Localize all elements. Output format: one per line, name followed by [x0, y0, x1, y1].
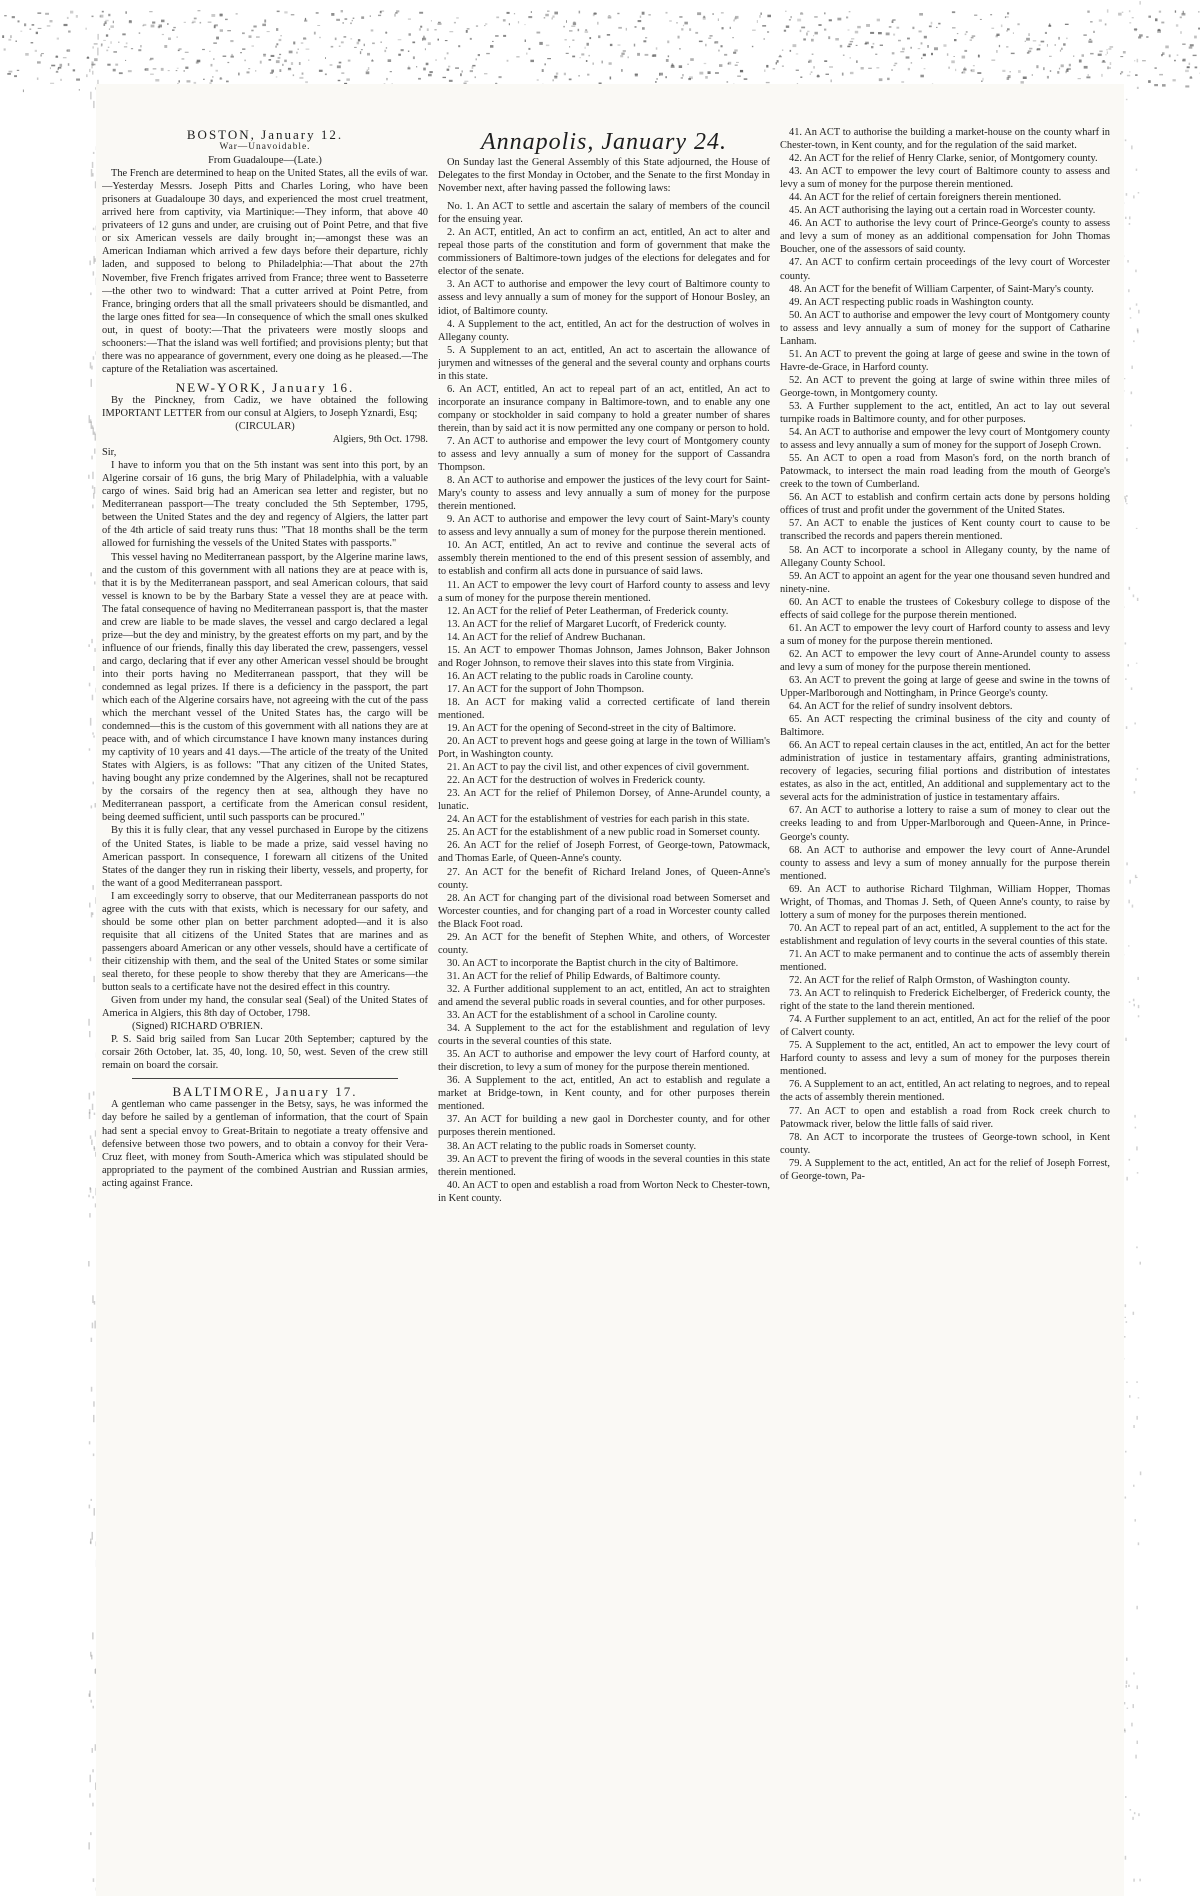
- act-item: 6. An ACT, entitled, An act to repeal part of an act, entitled, An act to incorporate an insurance company in Baltimore-town, and to enable any one company or stockholder in said company to hold a greater number of shares therein, than by said act it is now permitted any one company or person to hold.: [438, 383, 770, 434]
- act-item: 30. An ACT to incorporate the Baptist church in the city of Baltimore.: [447, 957, 739, 969]
- act-item: 62. An ACT to empower the levy court of Anne-Arundel county to assess and levy a sum of money for the purpose therein mentioned.: [780, 648, 1110, 673]
- newyork-dateline: NEW-YORK, January 16.: [175, 379, 355, 395]
- act-item: 41. An ACT to authorise the building a market-house on the county wharf in Chester-town, in Kent county, and for the regulation of the said market.: [780, 127, 1110, 152]
- act-item: 25. An ACT for the establishment of a new public road in Somerset county.: [447, 827, 760, 839]
- act-item: 36. A Supplement to the act, entitled, An act to establish and regulate a market at Bridge-town, in Kent county, and for other purposes therein mentioned.: [438, 1075, 770, 1113]
- acts-list-right: [780, 126, 1110, 1183]
- act-item: 13. An ACT for the relief of Margaret Lucorft, of Frederick county.: [447, 618, 727, 630]
- act-item: 15. An ACT to empower Thomas Johnson, James Johnson, Baker Johnson and Roger Johnson, to remove their slaves into this state from Virginia.: [438, 644, 770, 669]
- act-item: 65. An ACT respecting the criminal business of the city and county of Baltimore.: [780, 714, 1110, 739]
- baltimore-paragraph: A gentleman who came passenger in the Betsy, says, he was informed the day before he sailed by a gentleman of information, that the court of Spain had sent a special envoy to Great-Britain to negotiate a treaty offensive and defensive between those two powers, and to obtain a convoy for their Vera-Cruz fleet, with money from South-America which was stipulated should be appropriated to the payment of the combined Austrian and Russian armies, acting against France.: [102, 1099, 428, 1189]
- act-item: 37. An ACT for building a new gaol in Dorchester county, and for other purposes therein mentioned.: [438, 1114, 770, 1139]
- act-item: 31. An ACT for the relief of Philip Edwards, of Baltimore county.: [447, 970, 721, 982]
- boston-from-line: From Guadaloupe—(Late.): [208, 155, 322, 167]
- letter-paragraph: By this it is fully clear, that any vessel purchased in Europe by the citizens of the United States, is liable to be made a prize, said vessel having no American passport. In consequence, I forewarn all citizens of the United States of the danger they run in risking their liberty, vessels, and property, for the want of a good Mediterranean passport.: [102, 825, 428, 889]
- act-item: 64. An ACT for the relief of sundry insolvent debtors.: [789, 701, 1013, 713]
- act-item: 4. A Supplement to the act, entitled, An act for the destruction of wolves in Allegany county.: [438, 318, 770, 343]
- acts-list-middle: [438, 200, 770, 1205]
- act-item: 8. An ACT to authorise and empower the justices of the levy court for Saint-Mary's county to assess and levy annually a sum of money for the purpose therein mentioned.: [438, 475, 770, 513]
- act-item: 27. An ACT for the benefit of Richard Ireland Jones, of Queen-Anne's county.: [438, 866, 770, 891]
- act-item: 71. An ACT to make permanent and to continue the acts of assembly therein mentioned.: [780, 948, 1110, 973]
- act-item: 61. An ACT to empower the levy court of Harford county to assess and levy a sum of money for the purpose therein mentioned.: [780, 622, 1110, 647]
- middle-column: [438, 128, 770, 1205]
- act-item: 11. An ACT to empower the levy court of Harford county to assess and levy a sum of money for the purpose therein mentioned.: [438, 579, 770, 604]
- letter-salutation: Sir,: [102, 447, 117, 459]
- letter-paragraph: I am exceedingly sorry to observe, that our Mediterranean passports do not agree with the cuts with that exists, which is necessary for our safety, and should be some other plan on better parchment adopted—and it is also requisite that all citizens of the United States that are marines and as passengers aboard American or any other vessels, should have a certificate of their citizenship with them, and the seal of the United States or some similar seal thereto, for these people to show thereby that they are Americans—the button seals to a certificate have not the desired effect in this country.: [102, 890, 428, 994]
- act-item: 69. An ACT to authorise Richard Tilghman, William Hopper, Thomas Wright, of Thomas, and Thomas J. Seth, of Queen Anne's county, to raise by lottery a sum of money for the purposes therein mentioned.: [780, 883, 1110, 921]
- act-item: 22. An ACT for the destruction of wolves in Frederick county.: [447, 775, 706, 787]
- act-item: 2. An ACT, entitled, An act to confirm an act, entitled, An act to alter and repeal those parts of the constitution and form of government that make the commissioners of Baltimore-town judges of the elections for delegates and for elector of the senate.: [438, 227, 770, 278]
- newyork-intro: By the Pinckney, from Cadiz, we have obtained the following IMPORTANT LETTER from our consul at Algiers, to Joseph Yznardi, Esq;: [102, 394, 428, 419]
- act-item: No. 1. An ACT to settle and ascertain the salary of members of the council for the ensuing year.: [438, 201, 770, 226]
- act-item: 5. A Supplement to an act, entitled, An act to ascertain the allowance of jurymen and witnesses of the general and the several county and orphans courts in this state.: [438, 344, 770, 382]
- newspaper-page: [96, 84, 1124, 1896]
- act-item: 58. An ACT to incorporate a school in Allegany county, by the name of Allegany County School.: [780, 544, 1110, 569]
- act-item: 7. An ACT to authorise and empower the levy court of Montgomery county to assess and levy annually a sum of money for the support of Cassandra Thompson.: [438, 435, 770, 474]
- act-item: 66. An ACT to repeal certain clauses in the act, entitled, An act for the better administration of justice in testamentary affairs, granting administrations, recovery of legacies, securing filial portions and distribution of intestates estates, as also in the act, entitled, An additional and supplementary act to the several acts for the administration of justice in testamentary affairs.: [780, 740, 1110, 804]
- act-item: 76. A Supplement to an act, entitled, An act relating to negroes, and to repeal the acts of assembly therein mentioned.: [780, 1079, 1110, 1104]
- act-item: 16. An ACT relating to the public roads in Caroline county.: [447, 670, 694, 682]
- act-item: 33. An ACT for the establishment of a school in Caroline county.: [447, 1010, 718, 1022]
- act-item: 52. An ACT to prevent the going at large of swine within three miles of George-town, in Montgomery county.: [780, 374, 1110, 399]
- act-item: 39. An ACT to prevent the firing of woods in the several counties in this state therein mentioned.: [438, 1153, 770, 1178]
- act-item: 70. An ACT to repeal part of an act, entitled, A supplement to the act for the establishment and regulation of levy courts in the several counties of this state.: [780, 922, 1110, 947]
- act-item: 45. An ACT authorising the laying out a certain road in Worcester county.: [789, 205, 1096, 217]
- act-item: 60. An ACT to enable the trustees of Cokesbury college to dispose of the effects of said college for the purpose therein mentioned.: [780, 596, 1110, 621]
- act-item: 19. An ACT for the opening of Second-street in the city of Baltimore.: [447, 723, 736, 735]
- baltimore-dateline: BALTIMORE, January 17.: [172, 1084, 358, 1100]
- act-item: 46. An ACT to authorise the levy court of Prince-George's county to assess and levy a sum of money as an additional compensation for John Thomas Boucher, one of the assessors of said county.: [780, 218, 1110, 256]
- act-item: 72. An ACT for the relief of Ralph Ormston, of Washington county.: [789, 975, 1070, 987]
- act-item: 77. An ACT to open and establish a road from Rock creek church to Patowmack river, below the little falls of said river.: [780, 1105, 1110, 1130]
- act-item: 59. An ACT to appoint an agent for the year one thousand seven hundred and ninety-nine.: [780, 570, 1110, 595]
- act-item: 26. An ACT for the relief of Joseph Forrest, of George-town, Patowmack, and Thomas Earle, of Queen-Anne's county.: [438, 840, 770, 865]
- act-item: 56. An ACT to establish and confirm certain acts done by persons holding offices of trust and profit under the government of the United States.: [780, 492, 1110, 517]
- act-item: 14. An ACT for the relief of Andrew Buchanan.: [447, 631, 646, 643]
- act-item: 29. An ACT for the benefit of Stephen White, and others, of Worcester county.: [438, 931, 770, 956]
- act-item: 32. A Further additional supplement to an act, entitled, An act to straighten and amend the several public roads in several counties, and for other purposes.: [438, 983, 770, 1008]
- act-item: 42. An ACT for the relief of Henry Clarke, senior, of Montgomery county.: [789, 153, 1098, 165]
- boston-dateline: BOSTON, January 12.: [186, 128, 344, 142]
- act-item: 34. A Supplement to the act for the establishment and regulation of levy courts in the several counties of this state.: [438, 1023, 770, 1048]
- act-item: 48. An ACT for the benefit of William Carpenter, of Saint-Mary's county.: [789, 283, 1094, 295]
- letter-closing: Given from under my hand, the consular seal (Seal) of the United States of America in Algiers, this 8th day of October, 1798.: [102, 995, 428, 1020]
- act-item: 57. An ACT to enable the justices of Kent county court to cause to be transcribed the records and papers therein mentioned.: [780, 518, 1110, 543]
- act-item: 17. An ACT for the support of John Thompson.: [447, 683, 645, 695]
- act-item: 67. An ACT to authorise a lottery to raise a sum of money to clear out the creeks leading to and from Upper-Marlborough and Queen-Anne, in Prince-George's county.: [780, 805, 1110, 843]
- left-column: [102, 128, 428, 1190]
- act-item: 51. An ACT to prevent the going at large of geese and swine in the town of Havre-de-Grace, in Harford county.: [780, 348, 1110, 373]
- act-item: 73. An ACT to relinquish to Frederick Eichelberger, of Frederick county, the right of the state to the land therein mentioned.: [780, 988, 1110, 1013]
- letter-signature: (Signed) RICHARD O'BRIEN.: [132, 1021, 263, 1033]
- act-item: 74. A Further supplement to an act, entitled, An act for the relief of the poor of Calvert county.: [780, 1014, 1110, 1039]
- act-item: 38. An ACT relating to the public roads in Somerset county.: [447, 1140, 697, 1152]
- act-item: 44. An ACT for the relief of certain foreigners therein mentioned.: [789, 192, 1062, 204]
- act-item: 43. An ACT to empower the levy court of Baltimore county to assess and levy a sum of money for the purpose therein mentioned.: [780, 166, 1110, 191]
- act-item: 47. An ACT to confirm certain proceedings of the levy court of Worcester county.: [780, 257, 1110, 282]
- act-item: 23. An ACT for the relief of Philemon Dorsey, of Anne-Arundel county, a lunatic.: [438, 788, 770, 813]
- annapolis-heading: Annapolis, January 24.: [481, 129, 727, 155]
- act-item: 78. An ACT to incorporate the trustees of George-town school, in Kent county.: [780, 1131, 1110, 1156]
- act-item: 35. An ACT to authorise and empower the levy court of Harford county, at their discretion, to levy a sum of money for the purpose therein mentioned.: [438, 1049, 770, 1074]
- act-item: 50. An ACT to authorise and empower the levy court of Montgomery county to assess and levy annually a sum of money for the support of Catharine Lanham.: [780, 309, 1110, 347]
- act-item: 53. A Further supplement to the act, entitled, An act to lay out several turnpike roads in Baltimore county, and for other purposes.: [780, 400, 1110, 426]
- act-item: 12. An ACT for the relief of Peter Leatherman, of Frederick county.: [447, 605, 729, 617]
- act-item: 20. An ACT to prevent hogs and geese going at large in the town of William's Port, in Washington county.: [438, 736, 770, 761]
- act-item: 68. An ACT to authorise and empower the levy court of Anne-Arundel county to assess and levy a sum of money annually for the purpose therein mentioned.: [780, 844, 1110, 882]
- act-item: 9. An ACT to authorise and empower the levy court of Saint-Mary's county to assess and levy annually a sum of money for the purpose therein mentioned.: [438, 514, 770, 539]
- act-item: 10. An ACT, entitled, An act to revive and continue the several acts of assembly therein mentioned to the end of this present session of assembly, and to establish and confirm all acts done in pursuance of said laws.: [438, 540, 770, 578]
- act-item: 21. An ACT to pay the civil list, and other expences of civil government.: [447, 762, 750, 774]
- act-item: 40. An ACT to open and establish a road from Worton Neck to Chester-town, in Kent county.: [438, 1179, 770, 1204]
- act-item: 79. A Supplement to the act, entitled, An act for the relief of Joseph Forrest, of George-town, Pa-: [780, 1157, 1110, 1182]
- act-item: 28. An ACT for changing part of the divisional road between Somerset and Worcester counties, and for changing part of a road in Worcester county called the Black Foot road.: [438, 892, 770, 930]
- boston-subhead: War—Unavoidable.: [219, 142, 311, 153]
- right-column: [780, 126, 1110, 1183]
- act-item: 49. An ACT respecting public roads in Washington county.: [789, 296, 1034, 308]
- act-item: 63. An ACT to prevent the going at large of geese and swine in the towns of Upper-Marlborough and Nottingham, in Prince George's county.: [780, 674, 1110, 700]
- boston-paragraph: The French are determined to heap on the United States, all the evils of war.—Yesterday Messrs. Joseph Pitts and Charles Loring, who have been prisoners at Guadaloupe 30 days, and experienced the most cruel treatment, arrived here from captivity, via Martinique:—They inform, that above 40 privateers of 12 guns and under, are cruising out of Point Petre, and that five or six American vessels are daily brought in;—amongst these was an American Indiaman which arrived a few days before their departure, richly laden, and supposed to belong to Philadelphia:—That about the 27th November, five French frigates arrived from France; three went to Basseterre—the other two to windward: That a cutter arrived at Point Petre, from France, bringing orders that all the small privateers should be dismantled, and the large ones fitted for sea—In consequence of which the small ones skulked out, in quest of booty:—That the privateers were mostly sloops and schooners:—That the island was well fortified; and provisions plenty; but that there was no appearance of government, every one doing as he pleased.—The capture of the Retaliation was ascertained.: [102, 168, 428, 375]
- act-item: 18. An ACT for making valid a corrected certificate of land therein mentioned.: [438, 696, 770, 721]
- letter-paragraph: This vessel having no Mediterranean passport, by the Algerine marine laws, and the custom of this government with all nations they are at peace with is, that it is by the Mediterranean passport, and seal American colours, that said vessel is known to be by the Barbary State a vessel they are at peace with. The fatal consequence of having no Mediterranean passport is, that the master and crew are liable to be made slaves, the vessel and cargo declared a legal prize—but the dey and ministry, by the greatest efforts on my part, and by the influence of our friends, finally this day liberated the crew, passengers, vessel and cargo, declaring that if ever any other American vessel should be brought into their ports having no Mediterranean passport, that they will be condemned as legal prizes. If there is a deficiency in the passport, the part which each of the Algerine corsairs have, not agreeing with the cut of the pass which the merchant vessel of the United States has, the cargo will be condemned—this is the custom of this government with all nations they are at peace with, and of which circumstance I have known many instances during my captivity of 10 years and 41 days.—The article of the treaty of the United States with Algiers, is as follows: "That any citizen of the United States, having bought any prize condemned by the Algerines, shall not be recaptured by the corsairs of the regency then at sea, although they have no Mediterranean passport, a certificate from the American consul resident, being deemed sufficient, until such passports can be procured.": [102, 551, 428, 824]
- circular-label: (CIRCULAR): [235, 421, 295, 433]
- act-item: 24. An ACT for the establishment of vestries for each parish in this state.: [447, 814, 750, 826]
- act-item: 3. An ACT to authorise and empower the levy court of Baltimore county to assess and levy annually a sum of money for the support of Honour Bosley, an idiot, of Baltimore county.: [438, 279, 770, 317]
- section-divider: [132, 1078, 398, 1079]
- act-item: 55. An ACT to open a road from Mason's ford, on the north branch of Patowmack, to intersect the main road leading from the mouth of George's creek to the town of Cumberland.: [780, 453, 1110, 491]
- annapolis-intro: On Sunday last the General Assembly of this State adjourned, the House of Delegates to the first Monday in October, and the Senate to the first Monday in November next, after having passed the following laws:: [438, 157, 770, 195]
- act-item: 75. A Supplement to the act, entitled, An act to empower the levy court of Harford county to assess and levy a sum of money for the purposes therein mentioned.: [780, 1040, 1110, 1078]
- act-item: 54. An ACT to authorise and empower the levy court of Montgomery county to assess and levy annually a sum of money for the support of Joseph Crown.: [780, 427, 1110, 452]
- letter-postscript: P. S. Said brig sailed from San Lucar 20th September; captured by the corsair 26th October, lat. 35, 40, long. 10, 50, west. Seven of the crew still remain on board the corsair.: [102, 1034, 428, 1072]
- letter-dateline: Algiers, 9th Oct. 1798.: [332, 434, 428, 446]
- letter-paragraph: I have to inform you that on the 5th instant was sent into this port, by an Algerine corsair of 16 guns, the brig Mary of Philadelphia, with a valuable cargo of wines. Said brig had an American sea letter and register, but no Mediterranean passport—The treaty concluded the 5th September, 1795, between the United States and the dey and regency of Algiers, the latter part of the 4th article of said treaty runs thus: "That 18 months shall be the term allowed for furnishing the vessels of the United States with passports.": [102, 460, 428, 550]
